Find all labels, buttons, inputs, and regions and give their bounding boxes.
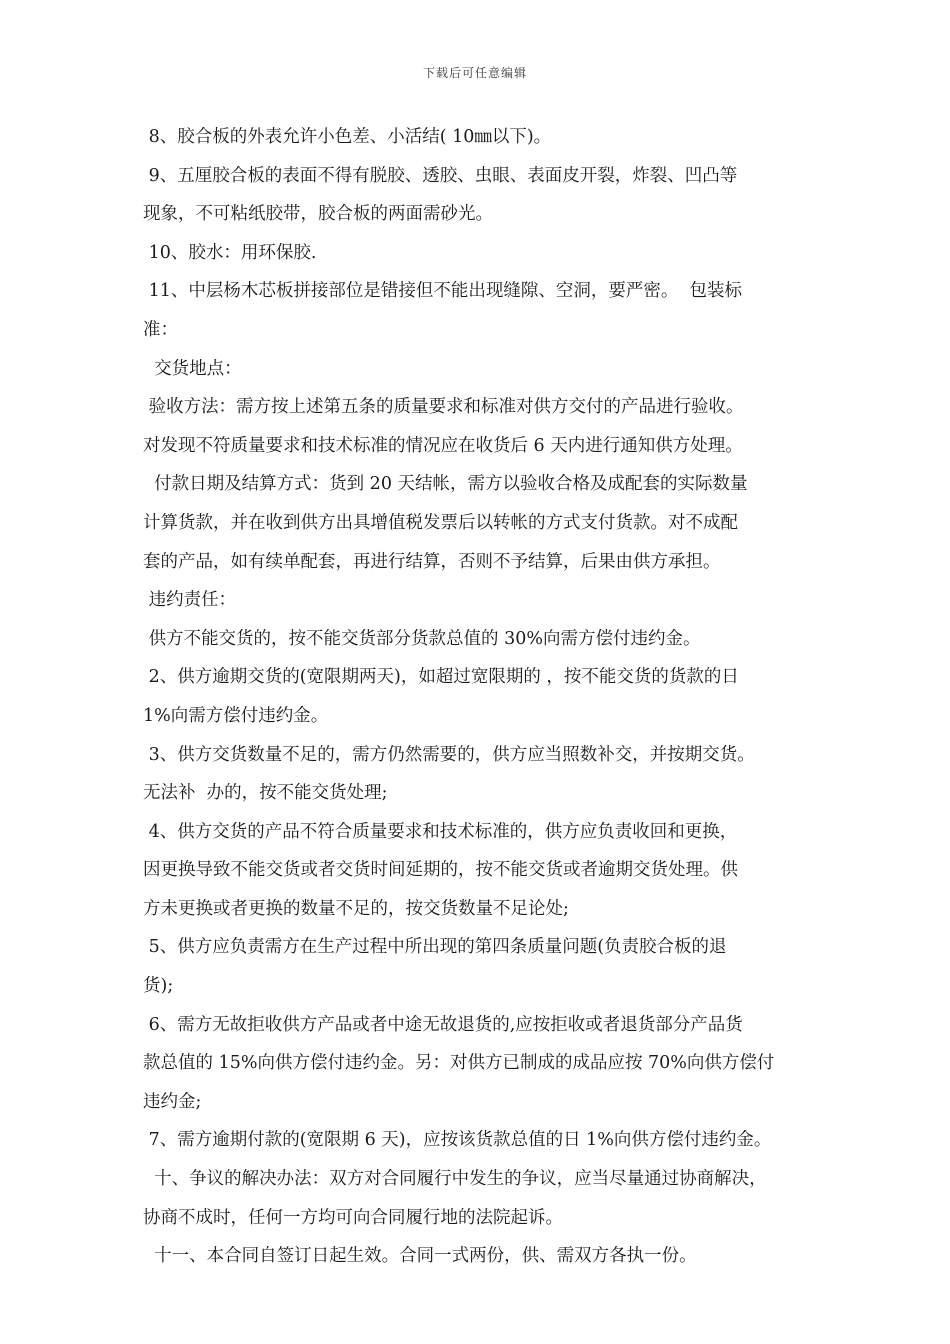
text-line: 5、供方应负责需方在生产过程中所出现的第四条质量问题(负责胶合板的退	[143, 937, 727, 958]
text-line: 8、胶合板的外表允许小色差、小活结( 10㎜以下)。	[143, 127, 552, 147]
text-line: 6、需方无故拒收供方产品或者中途无故退货的,应按拒收或者退货部分产品货	[143, 1014, 743, 1035]
text-line: 验收方法：需方按上述第五条的质量要求和标准对供方交付的产品进行验收。	[143, 397, 744, 418]
text-line: 4、供方交货的产品不符合质量要求和技术标准的，供方应负责收回和更换，	[143, 821, 738, 842]
text-line: 现象，不可粘纸胶带，胶合板的两面需砂光。	[143, 204, 493, 225]
text-line: 9、五厘胶合板的表面不得有脱胶、透胶、虫眼、表面皮开裂，炸裂、凹凸等	[143, 165, 738, 186]
text-line: 对发现不符质量要求和技术标准的情况应在收货后 6 天内进行通知供方处理。	[143, 435, 743, 456]
text-line: 方未更换或者更换的数量不足的，按交货数量不足论处;	[143, 898, 569, 919]
text-line: 2、供方逾期交货的(宽限期两天)，如超过宽限期的 ，按不能交货的货款的日	[143, 667, 739, 688]
text-line: 违约金;	[143, 1091, 202, 1112]
text-line: 供方不能交货的，按不能交货部分货款总值的 30%向需方偿付违约金。	[143, 628, 701, 649]
text-line: 违约责任：	[143, 590, 237, 611]
text-line: 准：	[143, 319, 178, 340]
text-line: 因更换导致不能交货或者交货时间延期的，按不能交货或者逾期交货处理。供	[143, 860, 738, 881]
text-line: 交货地点：	[143, 358, 242, 379]
text-line: 款总值的 15%向供方偿付违约金。另：对供方已制成的成品应按 70%向供方偿付	[143, 1053, 775, 1074]
text-line: 3、供方交货数量不足的，需方仍然需要的，供方应当照数补交，并按期交货。	[143, 744, 755, 765]
text-line: 货);	[143, 976, 174, 997]
text-line: 1%向需方偿付违约金。	[143, 705, 329, 726]
text-line: 7、需方逾期付款的(宽限期 6 天)，应按该货款总值的日 1%向供方偿付违约金。	[143, 1130, 772, 1151]
page-header: 下载后可任意编辑	[422, 66, 527, 80]
text-line: 11、中层杨木芯板拼接部位是错接但不能出现缝隙、空洞，要严密。 包装标	[143, 281, 742, 302]
text-line: 计算货款，并在收到供方出具增值税发票后以转帐的方式支付货款。对不成配	[143, 512, 738, 533]
text-line: 10、胶水：用环保胶.	[143, 242, 317, 263]
text-line: 协商不成时，任何一方均可向合同履行地的法院起诉。	[143, 1207, 563, 1228]
text-line: 付款日期及结算方式：货到 20 天结帐，需方以验收合格及成配套的实际数量	[143, 474, 748, 495]
text-line: 无法补 办的，按不能交货处理;	[143, 783, 388, 804]
text-line: 十一、本合同自签订日起生效。合同一式两份，供、需双方各执一份。	[143, 1246, 697, 1267]
document-body	[143, 118, 823, 1276]
text-line: 套的产品，如有续单配套，再进行结算，否则不予结算，后果由供方承担。	[143, 551, 721, 572]
text-line: 十、争议的解决办法：双方对合同履行中发生的争议，应当尽量通过协商解决，	[143, 1169, 767, 1190]
